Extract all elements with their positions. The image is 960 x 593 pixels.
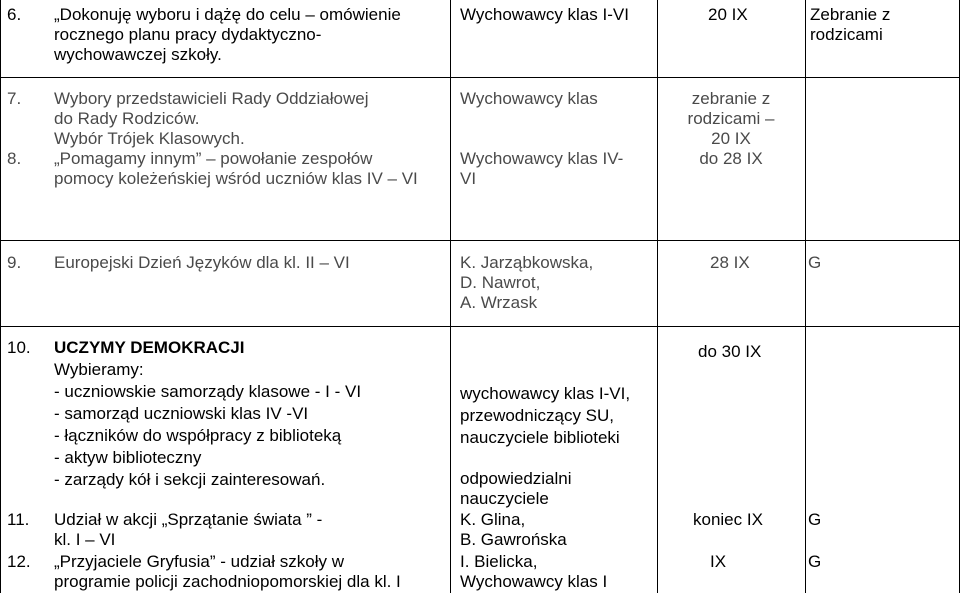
row-10-responsible2-line-1: odpowiedzialni: [460, 469, 572, 488]
row-12-form: G: [808, 552, 822, 571]
row-11-task-line-2: kl. I – VI: [54, 530, 116, 549]
row-12-date: IX: [710, 552, 727, 571]
row-10-responsible-line-2: przewodniczący SU,: [460, 406, 615, 425]
row-11-form: G: [808, 510, 822, 529]
row-10-line-6: - zarządy kół i sekcji zainteresowań.: [54, 470, 326, 489]
row-8-responsible-line-1: Wychowawcy klas IV-: [460, 149, 624, 168]
row-6-task-line-2: rocznego planu pracy dydaktyczno-: [54, 25, 322, 44]
row-10-responsible-line-3: nauczyciele biblioteki: [460, 428, 620, 447]
row-7-8-date-line-1: zebranie z: [691, 89, 771, 108]
table-hline-1: [0, 77, 960, 78]
row-11-responsible-line-2: B. Gawrońska: [460, 530, 567, 549]
table-vline-1: [0, 0, 1, 593]
row-10-line-4: - łączników do współpracy z biblioteką: [54, 426, 342, 445]
row-12-number: 12.: [7, 552, 31, 571]
row-10-number: 10.: [7, 338, 31, 357]
row-9-task: Europejski Dzień Języków dla kl. II – VI: [54, 253, 350, 272]
row-10-date: do 30 IX: [698, 342, 762, 361]
row-9-responsible-line-3: A. Wrzask: [460, 293, 538, 312]
row-7-responsible: Wychowawcy klas: [460, 89, 598, 108]
table-hline-2: [0, 240, 960, 241]
row-6-task-line-1: „Dokonuję wyboru i dążę do celu – omówienie: [54, 5, 401, 24]
row-7-task-line-1: Wybory przedstawicieli Rady Oddziałowej: [54, 89, 369, 108]
row-12-task-line-1: „Przyjaciele Gryfusia” - udział szkoły w: [54, 552, 345, 571]
row-7-task-line-2: do Rady Rodziców.: [54, 109, 200, 128]
row-10-responsible2-line-2: nauczyciele: [460, 489, 549, 508]
table-hline-3: [0, 326, 960, 327]
row-9-date: 28 IX: [710, 253, 750, 272]
row-8-responsible-line-2: VI: [460, 169, 477, 188]
row-8-number: 8.: [7, 149, 22, 168]
row-9-number: 9.: [7, 253, 22, 272]
row-11-number: 11.: [7, 510, 30, 529]
row-9-responsible-line-1: K. Jarząbkowska,: [460, 253, 594, 272]
row-9-responsible-line-2: D. Nawrot,: [460, 273, 541, 292]
row-6-form-line-2: rodzicami: [810, 25, 883, 44]
row-6-form-line-1: Zebranie z: [810, 5, 891, 24]
row-10-line-5: - aktyw biblioteczny: [54, 448, 202, 467]
row-10-title: UCZYMY DEMOKRACJI: [54, 338, 245, 357]
table-vline-4: [805, 0, 806, 593]
row-6-task-line-3: wychowawczej szkoły.: [54, 45, 222, 64]
row-7-8-date-line-2: rodzicami –: [687, 109, 775, 128]
row-12-responsible-line-1: I. Bielicka,: [460, 552, 538, 571]
row-10-line-3: - samorząd uczniowski klas IV -VI: [54, 404, 309, 423]
row-12-task-line-2: programie policji zachodniopomorskiej dla kl. I: [54, 572, 401, 591]
row-10-line-1: Wybieramy:: [54, 360, 144, 379]
row-8-task-line-1: „Pomagamy innym” – powołanie zespołów: [54, 149, 373, 168]
table-vline-2: [450, 0, 451, 593]
row-8-task-line-2: pomocy koleżeńskiej wśród uczniów klas IV – VI: [54, 169, 418, 188]
row-7-number: 7.: [7, 89, 22, 108]
row-10-responsible-line-1: wychowawcy klas I-VI,: [460, 384, 631, 403]
row-6-date: 20 IX: [708, 5, 748, 24]
row-11-responsible-line-1: K. Glina,: [460, 510, 526, 529]
row-11-date: koniec IX: [693, 510, 763, 529]
row-6-responsible: Wychowawcy klas I-VI: [460, 5, 629, 24]
row-12-responsible-line-2: Wychowawcy klas I: [460, 572, 608, 591]
row-10-line-2: - uczniowskie samorządy klasowe - I - VI: [54, 382, 362, 401]
row-7-task-line-3: Wybór Trójek Klasowych.: [54, 129, 245, 148]
row-9-form: G: [808, 253, 822, 272]
row-11-task-line-1: Udział w akcji „Sprzątanie świata ” -: [54, 510, 323, 529]
row-6-number: 6.: [7, 5, 22, 24]
row-7-8-date-line-4: do 28 IX: [699, 149, 763, 168]
row-7-8-date-line-3: 20 IX: [711, 129, 751, 148]
